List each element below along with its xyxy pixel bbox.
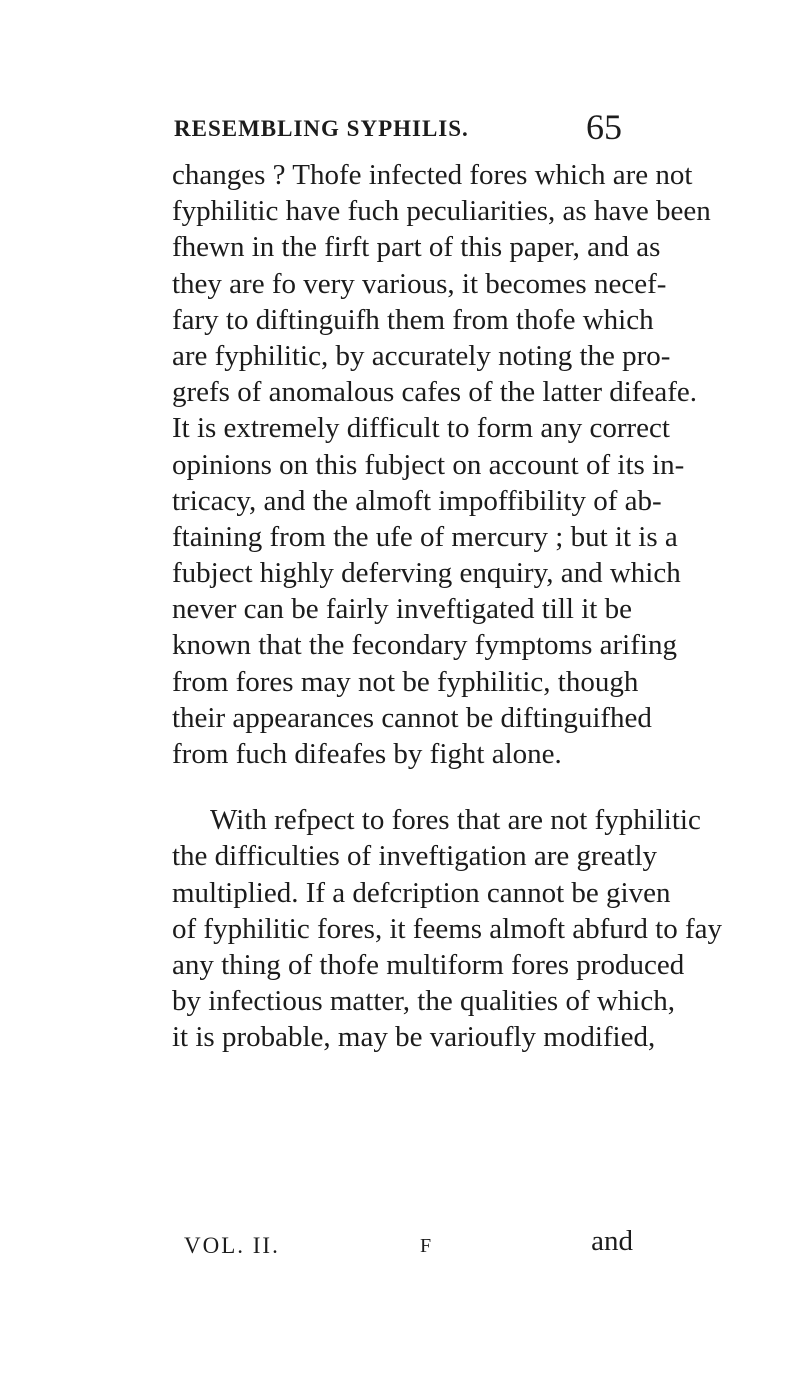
- text-line: multiplied. If a defcription cannot be given: [172, 876, 671, 909]
- text-line: they are fo very various, it becomes necef-: [172, 267, 667, 300]
- signature-mark: F: [420, 1235, 432, 1257]
- body-text: [172, 157, 723, 1056]
- text-line: It is extremely difficult to form any correct: [172, 412, 670, 445]
- text-line: fubject highly deferving enquiry, and which: [172, 557, 681, 590]
- text-line: changes ? Thofe infected fores which are not: [172, 159, 693, 191]
- text-line: never can be fairly inveftigated till it be: [172, 593, 632, 626]
- text-line: opinions on this fubject on account of its in-: [172, 448, 685, 481]
- text-line: tricacy, and the almoft impoffibility of ab-: [172, 484, 662, 517]
- text-line: by infectious matter, the qualities of which,: [172, 985, 675, 1018]
- paragraph: [172, 157, 711, 772]
- text-line: ftaining from the ufe of mercury ; but it is a: [172, 520, 678, 553]
- catchword: and: [591, 1225, 633, 1257]
- text-line: fhewn in the firft part of this paper, and as: [172, 231, 661, 264]
- text-line: are fyphilitic, by accurately noting the pro-: [172, 339, 671, 372]
- volume-signature: VOL. II.: [184, 1233, 280, 1258]
- running-head: RESEMBLING SYPHILIS.: [174, 116, 469, 141]
- text-line: from fores may not be fyphilitic, though: [172, 665, 639, 698]
- text-line: of fyphilitic fores, it feems almoft abfurd to fay: [172, 912, 723, 945]
- text-line: from fuch difeafes by fight alone.: [172, 738, 562, 770]
- text-line: it is probable, may be varioufly modified,: [172, 1021, 656, 1054]
- paragraph-gap: [172, 772, 632, 802]
- page-header: [174, 106, 634, 150]
- text-line: grefs of anomalous cafes of the latter difeafe.: [172, 376, 697, 409]
- text-line: known that the fecondary fymptoms arifing: [172, 629, 677, 662]
- text-line: With refpect to fores that are not fyphilitic: [210, 804, 701, 837]
- page-footer: [184, 1225, 633, 1269]
- page-number: 65: [586, 107, 622, 147]
- text-line: the difficulties of inveftigation are greatly: [172, 840, 658, 873]
- text-line: any thing of thofe multiform fores produced: [172, 948, 685, 981]
- paragraph: [172, 802, 723, 1055]
- text-line: fyphilitic have fuch peculiarities, as have been: [172, 195, 711, 228]
- text-line: fary to diftinguifh them from thofe which: [172, 303, 654, 336]
- text-line: their appearances cannot be diftinguifhed: [172, 701, 652, 734]
